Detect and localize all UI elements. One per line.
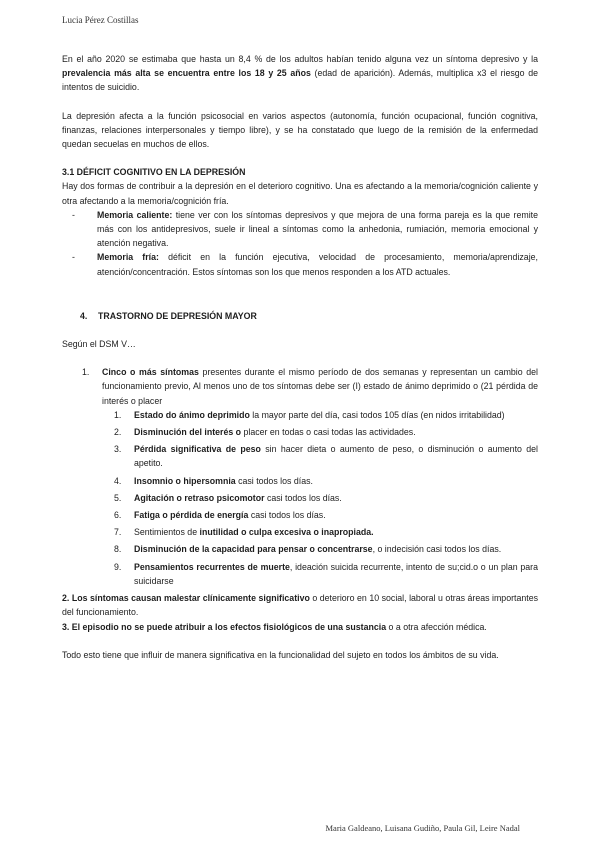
section-4-title: TRASTORNO DE DEPRESIÓN MAYOR xyxy=(98,310,257,321)
list-item xyxy=(62,250,538,278)
criterion-bold: 2. Los síntomas causan malestar clínicamente significativo xyxy=(62,593,310,604)
document-body xyxy=(62,52,538,662)
intro-p1-highlight: prevalencia más alta se encuentra entre los 18 y 25 años xyxy=(62,68,311,79)
intro-p1-c: (edad de aparición). Además, multiplica x3 el riesgo de intentos de suicidio. xyxy=(62,68,538,93)
section-4-heading xyxy=(62,309,538,323)
symptom-number: 3. xyxy=(114,444,122,455)
symptom-prefix: Sentimientos de xyxy=(134,527,200,538)
symptom-bold: Pérdida significativa de peso xyxy=(134,444,261,455)
section-3-1-paragraph: Hay dos formas de contribuir a la depresión en el deterioro cognitivo. Una es afectando a la memoria/cognición caliente y otra afectando a la memoria/cognición fría. xyxy=(62,181,538,206)
intro-paragraph-2: La depresión afecta a la función psicosocial en varios aspectos (autonomía, función ocupacional, función cognitiva, finanzas, relaciones interpersonales y tiempo libre), y se ha constatado que luego de la remisión de la enfermedad quedan secuelas en muchos de ellos. xyxy=(62,110,538,150)
symptom-text: , o indecisión casi todos los días. xyxy=(372,544,502,555)
symptom-number: 7. xyxy=(114,527,122,538)
closing-paragraph: Todo esto tiene que influir de manera significativa en la funcionalidad del sujeto en todos los ámbitos de su vida. xyxy=(62,649,499,660)
symptom-bold: Fatiga o pérdida de energía xyxy=(134,510,249,521)
symptom-number: 1. xyxy=(114,409,122,420)
dsm-intro: Según el DSM V… xyxy=(62,339,136,350)
symptom-bold: Agitación o retraso psicomotor xyxy=(134,492,265,503)
symptom-number: 2. xyxy=(114,427,122,438)
criterion-1 xyxy=(62,365,538,408)
symptom-text: , ideación suicida recurrente, intento de su;cid.o o un plan para suicidarse xyxy=(134,561,538,586)
symptom-bold: Disminución del interés o xyxy=(134,427,242,438)
symptom-text: casi todos los días. xyxy=(235,475,313,486)
symptom-item xyxy=(62,474,538,488)
symptom-item xyxy=(62,408,538,422)
symptom-item xyxy=(62,425,538,439)
intro-paragraph-1 xyxy=(62,52,538,95)
symptom-text: sin hacer dieta o aumento de peso, o disminución o aumento del apetito. xyxy=(134,444,538,469)
symptom-item xyxy=(62,442,538,470)
dash-bullet: - xyxy=(72,252,75,263)
symptom-bold: Insomnio o hipersomnia xyxy=(134,475,236,486)
criterion-2 xyxy=(62,591,538,619)
symptom-text: casi todos los días. xyxy=(248,510,326,521)
criterion-3 xyxy=(62,620,538,634)
symptom-text: la mayor parte del día, casi todos 105 días (en nidos irritabilidad) xyxy=(249,409,505,420)
symptom-number: 6. xyxy=(114,510,122,521)
symptom-text: placer en todas o casi todas las actividades. xyxy=(241,427,416,438)
criterion-text: o a otra afección médica. xyxy=(386,621,487,632)
symptom-text: casi todos los días. xyxy=(264,492,342,503)
symptom-bold: inutilidad o culpa excesiva o inapropiada. xyxy=(199,527,374,538)
criterion-number: 1. xyxy=(82,367,90,378)
symptom-number: 4. xyxy=(114,475,122,486)
criterion-bold: Cinco o más síntomas xyxy=(102,367,199,378)
symptom-number: 8. xyxy=(114,544,122,555)
dash-bullet: - xyxy=(72,209,75,220)
symptom-item xyxy=(62,525,538,539)
list-item-text: tiene ver con los síntomas depresivos y que mejora de una forma pareja es la que remite más con los antidepresivos, suele ir lineal a síntomas como la anhedonia, rumiación, memoria emocional y atención negativa. xyxy=(97,209,538,249)
list-item-term: Memoria caliente: xyxy=(97,209,173,220)
section-4-number: 4. xyxy=(80,310,88,321)
criterion-bold: 3. El episodio no se puede atribuir a los efectos fisiológicos de una sustancia xyxy=(62,621,387,632)
symptom-item xyxy=(62,560,538,588)
symptom-bold: Disminución de la capacidad para pensar o concentrarse xyxy=(134,544,373,555)
symptom-number: 9. xyxy=(114,561,122,572)
list-item-text: déficit en la función ejecutiva, velocidad de procesamiento, memoria/aprendizaje, atención/concentración. Estos síntomas son los que menos responden a los ATD actuales. xyxy=(97,252,538,277)
symptom-bold: Estado do ánimo deprimido xyxy=(134,409,250,420)
section-3-1-heading: 3.1 DÉFICIT COGNITIVO EN LA DEPRESIÓN xyxy=(62,167,246,178)
intro-p1-a: En el año 2020 se estimaba que hasta un 8,4 % de los adultos habían tenido alguna vez un síntoma depresivo y la xyxy=(62,54,538,64)
list-item xyxy=(62,208,538,251)
symptom-item xyxy=(62,491,538,505)
memory-types-list xyxy=(62,208,538,279)
symptom-number: 5. xyxy=(114,492,122,503)
symptom-item xyxy=(62,542,538,556)
symptom-item xyxy=(62,508,538,522)
header-author: Lucia Pérez Costillas xyxy=(62,15,139,25)
footer-authors: Maria Galdeano, Luisana Gudiño, Paula Gil, Leire Nadal xyxy=(325,823,520,833)
criterion-text: o deterioro en 10 social, laboral u otras áreas importantes del funcionamiento. xyxy=(62,593,538,618)
symptom-bold: Pensamientos recurrentes de muerte xyxy=(134,561,290,572)
criterion-text: presentes durante el mismo período de dos semanas y representan un cambio del funcionamiento previo, Al menos uno de tos síntomas debe ser (I) estado de ánimo deprimido o (21 pérdida de interés o placer xyxy=(102,367,538,406)
list-item-term: Memoria fría: xyxy=(97,252,159,263)
